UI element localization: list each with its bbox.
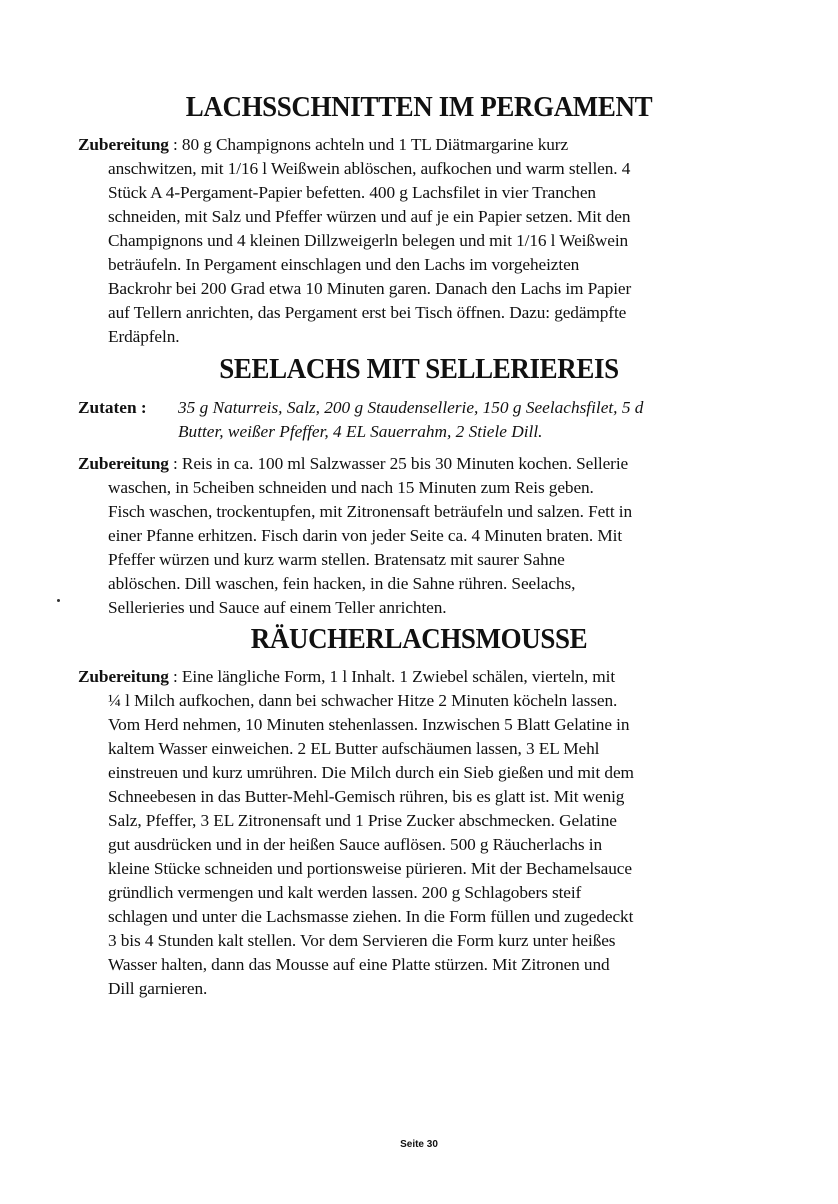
- preparation-label: Zubereitung: [78, 667, 169, 686]
- preparation-line: Vom Herd nehmen, 10 Minuten stehenlassen. Inzwischen 5 Blatt Gelatine in: [108, 715, 630, 734]
- preparation-line: schneiden, mit Salz und Pfeffer würzen und auf je ein Papier setzen. Mit den: [108, 207, 631, 226]
- ingredients-line: 35 g Naturreis, Salz, 200 g Staudensellerie, 150 g Seelachsfilet, 5 d: [178, 398, 644, 417]
- recipe-ingredients-seelachs: [78, 396, 758, 444]
- preparation-line: schlagen und unter die Lachsmasse ziehen. In die Form füllen und zugedeckt: [108, 907, 634, 926]
- preparation-line: gründlich vermengen und kalt werden lassen. 200 g Schlagobers steif: [108, 883, 582, 902]
- recipe-preparation-lachsschnitten: [78, 133, 758, 349]
- ingredients-label: Zutaten :: [78, 398, 147, 417]
- preparation-line: einer Pfanne erhitzen. Fisch darin von jeder Seite ca. 4 Minuten braten. Mit: [108, 526, 623, 545]
- preparation-first-line: Zubereitung : Eine längliche Form, 1 l Inhalt. 1 Zwiebel schälen, vierteln, mit: [78, 667, 616, 686]
- ingredients-line: Butter, weißer Pfeffer, 4 EL Sauerrahm, 2 Stiele Dill.: [178, 422, 543, 441]
- preparation-line: 3 bis 4 Stunden kalt stellen. Vor dem Servieren die Form kurz unter heißes: [108, 931, 616, 950]
- recipe-title-seelachs: SEELACHS MIT SELLERIEREIS: [219, 353, 619, 385]
- preparation-line: Pfeffer würzen und kurz warm stellen. Bratensatz mit saurer Sahne: [108, 550, 565, 569]
- preparation-line: kaltem Wasser einweichen. 2 EL Butter aufschäumen lassen, 3 EL Mehl: [108, 739, 600, 758]
- preparation-line: Schneebesen in das Butter-Mehl-Gemisch rühren, bis es glatt ist. Mit wenig: [108, 787, 625, 806]
- preparation-line: Sellerieries und Sauce auf einem Teller anrichten.: [108, 598, 447, 617]
- preparation-line: ablöschen. Dill waschen, fein hacken, in die Sahne rühren. Seelachs,: [108, 574, 576, 593]
- preparation-line: auf Tellern anrichten, das Pergament erst bei Tisch öffnen. Dazu: gedämpfte: [108, 303, 627, 322]
- preparation-line: anschwitzen, mit 1/16 l Weißwein ablöschen, aufkochen und warm stellen. 4: [108, 159, 631, 178]
- preparation-line: gut ausdrücken und in der heißen Sauce auflösen. 500 g Räucherlachs in: [108, 835, 603, 854]
- preparation-first-line: Zubereitung : Reis in ca. 100 ml Salzwasser 25 bis 30 Minuten kochen. Sellerie: [78, 454, 629, 473]
- recipe-title-lachsschnitten: LACHSSCHNITTEN IM PERGAMENT: [185, 91, 653, 123]
- preparation-label: Zubereitung: [78, 454, 169, 473]
- recipe-title-raeucherlachsmousse: RÄUCHERLACHSMOUSSE: [250, 623, 588, 655]
- recipe-preparation-seelachs: [78, 452, 758, 620]
- ingredients-list: [178, 396, 643, 444]
- preparation-first-line: Zubereitung : 80 g Champignons achteln und 1 TL Diätmargarine kurz: [78, 135, 569, 154]
- preparation-line: beträufeln. In Pergament einschlagen und den Lachs im vorgeheizten: [108, 255, 580, 274]
- preparation-line: einstreuen und kurz umrühren. Die Milch durch ein Sieb gießen und mit dem: [108, 763, 634, 782]
- preparation-label: Zubereitung: [78, 135, 169, 154]
- preparation-line: ¼ l Milch aufkochen, dann bei schwacher Hitze 2 Minuten köcheln lassen.: [108, 691, 618, 710]
- preparation-line: Salz, Pfeffer, 3 EL Zitronensaft und 1 Prise Zucker abschmecken. Gelatine: [108, 811, 617, 830]
- preparation-line: Backrohr bei 200 Grad etwa 10 Minuten garen. Danach den Lachs im Papier: [108, 279, 632, 298]
- preparation-line: Wasser halten, dann das Mousse auf eine Platte stürzen. Mit Zitronen und: [108, 955, 610, 974]
- scan-speck: [57, 599, 60, 602]
- preparation-line: Champignons und 4 kleinen Dillzweigerln belegen und mit 1/16 l Weißwein: [108, 231, 629, 250]
- preparation-line: Dill garnieren.: [108, 979, 208, 998]
- preparation-line: kleine Stücke schneiden und portionsweise pürieren. Mit der Bechamelsauce: [108, 859, 632, 878]
- preparation-line: Erdäpfeln.: [108, 327, 180, 346]
- preparation-line: Stück A 4-Pergament-Papier befetten. 400 g Lachsfilet in vier Tranchen: [108, 183, 596, 202]
- recipe-preparation-raeucherlachsmousse: [78, 665, 758, 1001]
- preparation-line: waschen, in 5cheiben schneiden und nach 15 Minuten zum Reis geben.: [108, 478, 594, 497]
- preparation-line: Fisch waschen, trockentupfen, mit Zitronensaft beträufeln und salzen. Fett in: [108, 502, 633, 521]
- page-number: Seite 30: [400, 1139, 438, 1150]
